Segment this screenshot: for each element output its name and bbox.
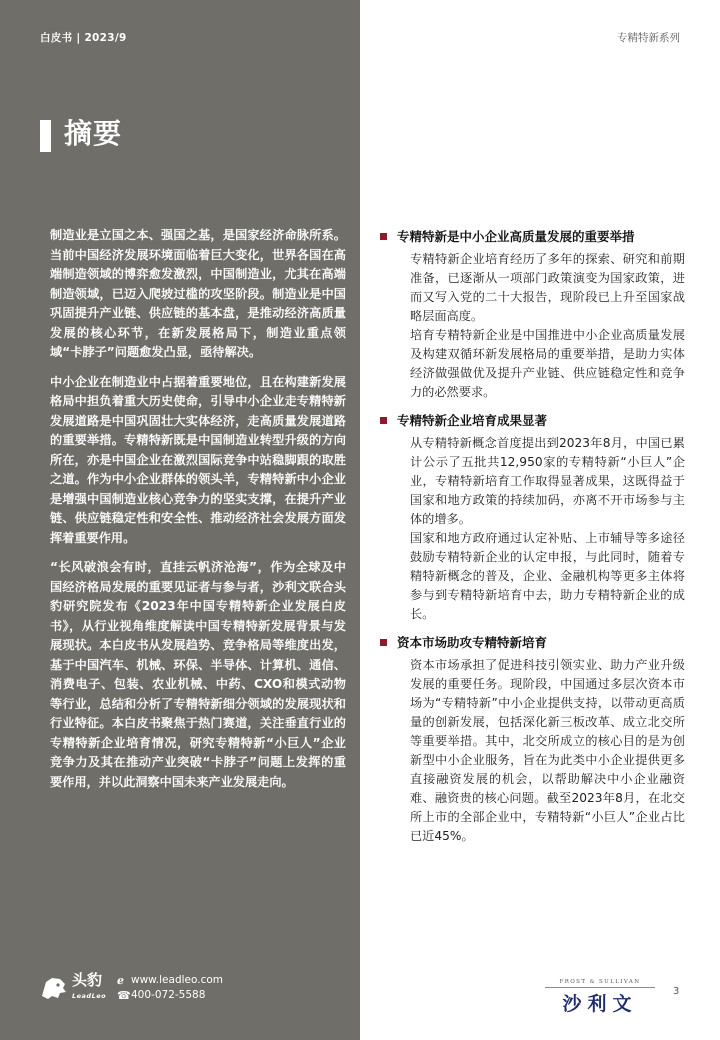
section-body-1 (410, 250, 685, 402)
summary-intro (50, 226, 346, 802)
square-bullet-icon (380, 639, 387, 646)
section-paragraph: 专精特新企业培育经历了多年的探索、研究和前期准备，已逐渐从一项部门政策演变为国家政策，进而又写入党的二十大报告，现阶段已上升至国家战略层面高度。 (410, 252, 685, 323)
web-icon: ℯ (117, 974, 124, 987)
section-title: 专精特新企业培育成果显著 (397, 413, 548, 428)
contact-info (117, 973, 223, 1003)
section-body-2 (410, 434, 685, 624)
brand-name-cn: 头豹 (72, 971, 103, 989)
section-paragraph: 资本市场承担了促进科技引领实业、助力产业升级发展的重要任务。现阶段，中国通过多层次资本市场为“专精特新”中小企业提供支持，以带动更高质量的创新发展，包括深化新三板改革、成立北交所等重要举措。其中，北交所成立的核心目的是为创新型中小企业服务，旨在为此类中小企业提供更多直接融资发展的机会，以帮助解决中小企业融资难、融资贵的核心问题。截至2023年8月，在北交所上市的全部企业中，专精特新“小巨人”企业占比已近45%。 (410, 658, 685, 843)
partner-name-cn: 沙利文 (562, 993, 638, 1015)
frost-sullivan-logo (545, 979, 655, 1016)
section-title: 专精特新是中小企业高质量发展的重要举措 (397, 229, 635, 244)
header-series: 专精特新系列 (617, 32, 680, 44)
square-bullet-icon (380, 417, 387, 424)
key-findings (380, 226, 685, 854)
section-paragraph: 培育专精特新企业是中国推进中小企业高质量发展及构建双循环新发展格局的重要举措，是助力实体经济做强做优及提升产业链、供应链稳定性和竞争力的必然要求。 (410, 328, 685, 399)
section-heading-3 (380, 632, 685, 652)
section-heading-2 (380, 410, 685, 430)
phone-icon: ☎ (117, 989, 131, 1002)
intro-paragraph-2: 中小企业在制造业中占据着重要地位，且在构建新发展格局中担负着重大历史使命，引导中小企业走专精特新发展道路是中国巩固壮大实体经济，走高质量发展道路的重要举措。专精特新既是中国制造业转型升级的方向所在，亦是中国企业在激烈国际竞争中站稳脚跟的取胜之道。作为中小企业群体的领头羊，专精特新中小企业是增强中国制造业核心竞争力的坚实支撑，在提升产业链、供应链稳定性和安全性、推动经济社会发展方面发挥着重要作用。 (50, 374, 346, 545)
website-link[interactable]: www.leadleo.com (131, 974, 223, 986)
intro-paragraph-3: “长风破浪会有时，直挂云帆济沧海”，作为全球及中国经济格局发展的重要见证者与参与者，沙利文联合头豹研究院发布《2023年中国专精特新企业发展白皮书》，从行业视角维度解读中国专精特新发展背景与发展现状。本白皮书从发展趋势、竞争格局等维度出发，基于中国汽车、机械、环保、半导体、计算机、通信、消费电子、包装、农业机械、中药、CXO和模式动物等行业，总结和分析了专精特新细分领域的发展现状和行业特征。本白皮书聚焦于热门赛道，关注垂直行业的专精特新企业培育情况，研究专精特新“小巨人”企业竞争力及其在推动产业突破“卡脖子”问题上发挥的重要作用，并以此洞察中国未来产业发展走向。 (50, 560, 346, 789)
section-heading-1 (380, 226, 685, 246)
phone-number: 400-072-5588 (131, 989, 206, 1001)
section-body-3 (410, 656, 685, 846)
partner-name-en: FROST & SULLIVAN (545, 979, 655, 988)
section-paragraph: 国家和地方政府通过认定补贴、上市辅导等多途径鼓励专精特新企业的认定申报，与此同时，随着专精特新概念的普及，企业、金融机构等更多主体将参与到专精特新培育中去，助力专精特新企业的成长。 (410, 531, 685, 621)
page-title: 摘要 (64, 117, 123, 150)
header-doc-info: 白皮书 | 2023/9 (40, 32, 127, 44)
section-paragraph: 从专精特新概念首度提出到2023年8月，中国已累计公示了五批共12,950家的专精特新“小巨人”企业，专精特新培育工作取得显著成果，这既得益于国家和地方政策的持续加码，亦离不开市场参与主体的增多。 (410, 436, 685, 526)
title-marker (40, 120, 51, 152)
page-number: 3 (673, 986, 680, 997)
intro-paragraph-1: 制造业是立国之本、强国之基，是国家经济命脉所系。当前中国经济发展环境面临着巨大变化，世界各国在高端制造领域的博弈愈发激烈，中国制造业，尤其在高端制造领域，已迈入爬坡过槛的攻坚阶段。制造业是中国巩固提升产业链、供应链的基本盘，是推动经济高质量发展的核心环节，在新发展格局下，制造业重点领域“卡脖子”问题愈发凸显，亟待解决。 (50, 228, 346, 359)
lion-icon (38, 974, 68, 1002)
section-title: 资本市场助攻专精特新培育 (397, 635, 548, 650)
leadleo-logo (38, 972, 106, 1004)
square-bullet-icon (380, 233, 387, 240)
brand-name-en: LeadLeo (72, 992, 107, 1000)
